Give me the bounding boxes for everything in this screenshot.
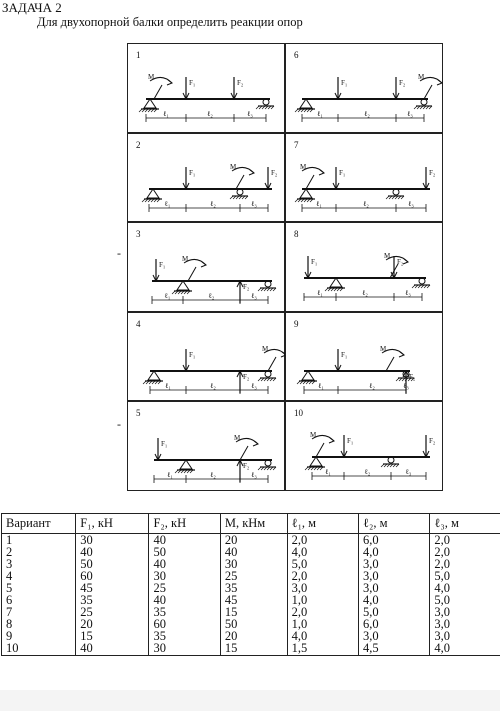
table-cell: 3,0 xyxy=(359,558,430,570)
pin-support-icon xyxy=(144,99,156,108)
length-label: ℓ₁ xyxy=(167,471,173,480)
lever-line xyxy=(316,443,324,457)
length-label: ℓ₂ xyxy=(210,199,216,208)
beam-diagram xyxy=(286,402,444,492)
table-cell: 15 xyxy=(76,630,149,642)
force-label: F₂ xyxy=(271,168,278,177)
table-cell: 35 xyxy=(76,594,149,606)
table-cell: 3,0 xyxy=(287,582,358,594)
table-cell: 3,0 xyxy=(359,630,430,642)
table-cell: 10 xyxy=(2,642,76,656)
beam-diagram xyxy=(286,313,444,403)
table-cell: 25 xyxy=(76,606,149,618)
beam-diagram xyxy=(286,134,444,224)
scheme-number: 9 xyxy=(294,318,299,329)
lever-line xyxy=(268,357,276,371)
pin-support-icon xyxy=(177,281,189,290)
table-cell: 3,0 xyxy=(430,630,500,642)
table-cell: 4,0 xyxy=(287,546,358,558)
table-header-row xyxy=(2,514,500,534)
table-cell: 5,0 xyxy=(287,558,358,570)
pin-support-icon xyxy=(330,278,342,287)
table-cell: 35 xyxy=(149,606,220,618)
table-row xyxy=(2,606,500,618)
table-cell: 40 xyxy=(149,594,220,606)
table-row xyxy=(2,594,500,606)
arrowhead-icon xyxy=(403,259,408,264)
table-cell: 2,0 xyxy=(287,570,358,582)
ground-hatch xyxy=(381,464,384,467)
table-cell: 3,0 xyxy=(359,582,430,594)
force-label: F₁ xyxy=(341,79,348,87)
pin-support-icon xyxy=(300,99,312,108)
beam-scheme-2 xyxy=(127,133,285,223)
ground-hatch xyxy=(175,470,178,473)
margin-mark: - xyxy=(117,246,121,260)
lever-line xyxy=(188,267,196,281)
force-label: F₂ xyxy=(429,168,436,177)
arrowhead-icon xyxy=(253,441,258,446)
ground-hatch xyxy=(325,288,328,291)
table-cell: 15 xyxy=(220,606,287,618)
scheme-number: 6 xyxy=(294,50,299,60)
table-cell: 2,0 xyxy=(287,606,358,618)
table-header-cell: F₂, кН xyxy=(149,514,220,534)
force-label: F₁ xyxy=(161,440,168,449)
pin-support-icon xyxy=(300,189,312,198)
force-label: F₂ xyxy=(243,462,250,471)
force-label: F₁ xyxy=(339,168,346,177)
scheme-grid xyxy=(127,43,443,491)
table-cell: 5,0 xyxy=(359,606,430,618)
table-row xyxy=(2,618,500,630)
length-label: ℓ₂ xyxy=(207,110,213,118)
force-label: F₁ xyxy=(347,437,354,446)
table-cell: 30 xyxy=(76,534,149,547)
arrowhead-icon xyxy=(399,352,404,357)
table-cell: 6,0 xyxy=(359,618,430,630)
scheme-number: 7 xyxy=(294,139,299,150)
task-subtitle: Для двухопорной балки определить реакции опор xyxy=(37,15,303,29)
length-label: ℓ₁ xyxy=(318,381,324,390)
length-label: ℓ₁ xyxy=(317,289,323,298)
pin-support-icon xyxy=(310,457,322,466)
table-cell: 4,0 xyxy=(430,582,500,594)
table-cell: 25 xyxy=(220,570,287,582)
beam-scheme-6 xyxy=(285,43,443,133)
force-label: F₂ xyxy=(237,79,244,87)
table-cell: 50 xyxy=(149,546,220,558)
length-label: ℓ₃ xyxy=(251,199,257,208)
length-label: ℓ₃ xyxy=(247,110,253,118)
table-row xyxy=(2,546,500,558)
force-label: F₂ xyxy=(243,283,250,292)
table-cell: 50 xyxy=(220,618,287,630)
table-cell: 30 xyxy=(220,558,287,570)
beam-scheme-1 xyxy=(127,43,285,133)
length-label: ℓ₃ xyxy=(251,471,257,480)
moment-label: M xyxy=(234,434,241,443)
ground-hatch xyxy=(297,381,300,384)
ground-hatch xyxy=(139,109,142,112)
table-header-cell: М, кНм xyxy=(220,514,287,534)
table-row xyxy=(2,642,500,656)
force-label: F₁ xyxy=(189,350,196,359)
ground-hatch xyxy=(258,378,261,381)
table-cell: 1,0 xyxy=(287,594,358,606)
table-cell: 60 xyxy=(149,618,220,630)
length-label: ℓ₂ xyxy=(363,199,369,208)
table-cell: 5 xyxy=(2,582,76,594)
beam-diagram xyxy=(128,223,286,313)
beam-scheme-9 xyxy=(285,312,443,402)
length-label: ℓ₂ xyxy=(208,292,215,301)
lever-line xyxy=(386,357,394,371)
table-cell: 2,0 xyxy=(430,546,500,558)
table-header-cell: Вариант xyxy=(2,514,76,534)
moment-label: M xyxy=(148,73,155,81)
scheme-number: 1 xyxy=(136,50,141,60)
table-row xyxy=(2,570,500,582)
ground-hatch xyxy=(396,378,399,381)
table-row xyxy=(2,582,500,594)
table-cell: 2,0 xyxy=(430,558,500,570)
beam-diagram xyxy=(128,44,286,134)
table-cell: 4,5 xyxy=(359,642,430,656)
beam-diagram xyxy=(128,313,286,403)
ground-hatch xyxy=(230,196,233,199)
table-cell: 20 xyxy=(220,630,287,642)
table-cell: 5,0 xyxy=(430,570,500,582)
ground-hatch xyxy=(258,288,261,291)
table-header-cell: ℓ₁, м xyxy=(287,514,358,534)
ground-hatch xyxy=(143,381,146,384)
table-cell: 1,0 xyxy=(287,618,358,630)
ground-hatch xyxy=(386,196,389,199)
beam-diagram xyxy=(286,223,444,313)
beam-scheme-8 xyxy=(285,222,443,312)
table-cell: 3,0 xyxy=(430,618,500,630)
force-label: F₁ xyxy=(189,79,196,87)
table-cell: 8 xyxy=(2,618,76,630)
moment-label: M xyxy=(380,344,387,353)
scheme-number: 3 xyxy=(136,229,141,240)
moment-label: M xyxy=(230,162,237,171)
force-label: F₁ xyxy=(189,168,196,177)
length-label: ℓ₃ xyxy=(405,468,412,477)
length-label: ℓ₁ xyxy=(316,199,322,208)
table-cell: 40 xyxy=(149,534,220,547)
table-cell: 40 xyxy=(76,642,149,656)
table-cell: 35 xyxy=(149,630,220,642)
table-cell: 25 xyxy=(149,582,220,594)
table-cell: 15 xyxy=(220,642,287,656)
page-footer-shade xyxy=(0,690,500,711)
length-label: ℓ₁ xyxy=(163,110,169,118)
table-cell: 7 xyxy=(2,606,76,618)
ground-hatch xyxy=(295,199,298,202)
scheme-number: 4 xyxy=(136,318,141,329)
length-label: ℓ₂ xyxy=(364,110,370,118)
scheme-number: 5 xyxy=(136,408,141,419)
moment-label: M xyxy=(384,252,391,261)
scheme-number: 8 xyxy=(294,229,299,240)
length-label: ℓ₃ xyxy=(251,381,257,390)
length-label: ℓ₁ xyxy=(325,468,331,477)
table-cell: 20 xyxy=(76,618,149,630)
arrowhead-icon xyxy=(249,170,254,175)
table-cell: 3 xyxy=(2,558,76,570)
table-cell: 60 xyxy=(76,570,149,582)
lever-line xyxy=(424,85,432,99)
length-label: ℓ₁ xyxy=(165,381,171,390)
beam-diagram xyxy=(128,134,286,224)
ground-hatch xyxy=(172,291,175,294)
force-label: F₂ xyxy=(429,437,436,446)
force-label: F₁ xyxy=(341,350,348,359)
table-cell: 45 xyxy=(220,594,287,606)
length-label: ℓ₃ xyxy=(408,199,414,208)
beam-scheme-5 xyxy=(127,401,285,491)
force-label: F₂ xyxy=(243,372,250,381)
length-label: ℓ₃ xyxy=(405,289,411,298)
length-label: ℓ₁ xyxy=(164,199,171,208)
length-label: ℓ₃ xyxy=(403,381,409,390)
ground-hatch xyxy=(305,467,308,470)
beam-diagram xyxy=(128,402,286,492)
table-cell: 40 xyxy=(220,546,287,558)
pin-support-icon xyxy=(148,371,160,380)
ground-hatch xyxy=(256,106,259,109)
table-cell: 2 xyxy=(2,546,76,558)
length-label: ℓ₂ xyxy=(210,381,216,390)
length-label: ℓ₂ xyxy=(210,471,216,480)
table-cell: 1,5 xyxy=(287,642,358,656)
margin-mark: - xyxy=(117,417,121,431)
moment-label: M xyxy=(262,344,269,353)
ground-hatch xyxy=(414,106,417,109)
table-cell: 30 xyxy=(149,642,220,656)
ground-hatch xyxy=(258,467,261,470)
pin-support-icon xyxy=(147,189,159,198)
table-cell: 3,0 xyxy=(359,570,430,582)
table-cell: 40 xyxy=(149,558,220,570)
table-cell: 1 xyxy=(2,534,76,547)
lever-line xyxy=(236,175,244,189)
force-label: F₂ xyxy=(409,372,416,381)
table-cell: 9 xyxy=(2,630,76,642)
table-row xyxy=(2,558,500,570)
lever-line xyxy=(306,175,314,189)
table-header-cell: ℓ₂, м xyxy=(359,514,430,534)
table-header-cell: ℓ₃, м xyxy=(430,514,500,534)
ground-hatch xyxy=(412,285,415,288)
table-cell: 3,0 xyxy=(430,606,500,618)
length-label: ℓ₃ xyxy=(407,110,413,118)
table-cell: 6 xyxy=(2,594,76,606)
length-label: ℓ₁ xyxy=(164,292,171,301)
lever-line xyxy=(240,446,248,460)
moment-label: M xyxy=(418,73,425,81)
variants-table xyxy=(1,513,500,656)
lever-line xyxy=(154,85,162,99)
moment-label: M xyxy=(300,162,307,171)
table-row xyxy=(2,534,500,547)
beam-scheme-3 xyxy=(127,222,285,312)
table-cell: 6,0 xyxy=(359,534,430,547)
table-cell: 5,0 xyxy=(430,594,500,606)
table-header-cell: F₁, кН xyxy=(76,514,149,534)
table-cell: 4,0 xyxy=(359,546,430,558)
moment-label: M xyxy=(182,255,189,264)
table-cell: 2,0 xyxy=(430,534,500,547)
pin-support-icon xyxy=(302,371,314,380)
pin-support-icon xyxy=(180,460,192,469)
table-row xyxy=(2,630,500,642)
arrowhead-icon xyxy=(329,438,334,443)
force-label: F₁ xyxy=(311,258,318,267)
table-cell: 35 xyxy=(220,582,287,594)
length-label: ℓ₂ xyxy=(364,468,371,477)
table-cell: 20 xyxy=(220,534,287,547)
force-label: F₁ xyxy=(159,261,166,270)
arrowhead-icon xyxy=(437,80,442,85)
length-label: ℓ₂ xyxy=(369,381,375,390)
beam-diagram xyxy=(286,44,444,134)
beam-scheme-7 xyxy=(285,133,443,223)
length-label: ℓ₃ xyxy=(251,292,257,301)
table-cell: 30 xyxy=(149,570,220,582)
scheme-number: 10 xyxy=(294,408,303,419)
arrowhead-icon xyxy=(167,80,172,85)
length-label: ℓ₁ xyxy=(317,110,323,118)
table-cell: 2,0 xyxy=(287,534,358,547)
table-cell: 4,0 xyxy=(430,642,500,656)
ground-hatch xyxy=(295,109,298,112)
table-cell: 4 xyxy=(2,570,76,582)
task-title: ЗАДАЧА 2 xyxy=(2,0,62,15)
table-cell: 4,0 xyxy=(287,630,358,642)
length-label: ℓ₂ xyxy=(362,289,368,298)
table-cell: 45 xyxy=(76,582,149,594)
scheme-number: 2 xyxy=(136,139,141,150)
force-label: F₂ xyxy=(397,258,404,267)
ground-hatch xyxy=(142,199,145,202)
force-label: F₂ xyxy=(399,79,406,87)
beam-scheme-4 xyxy=(127,312,285,402)
table-cell: 50 xyxy=(76,558,149,570)
table-cell: 4,0 xyxy=(359,594,430,606)
beam-scheme-10 xyxy=(285,401,443,491)
moment-label: M xyxy=(310,431,317,440)
arrowhead-icon xyxy=(319,170,324,175)
table-cell: 40 xyxy=(76,546,149,558)
arrowhead-icon xyxy=(201,262,206,267)
